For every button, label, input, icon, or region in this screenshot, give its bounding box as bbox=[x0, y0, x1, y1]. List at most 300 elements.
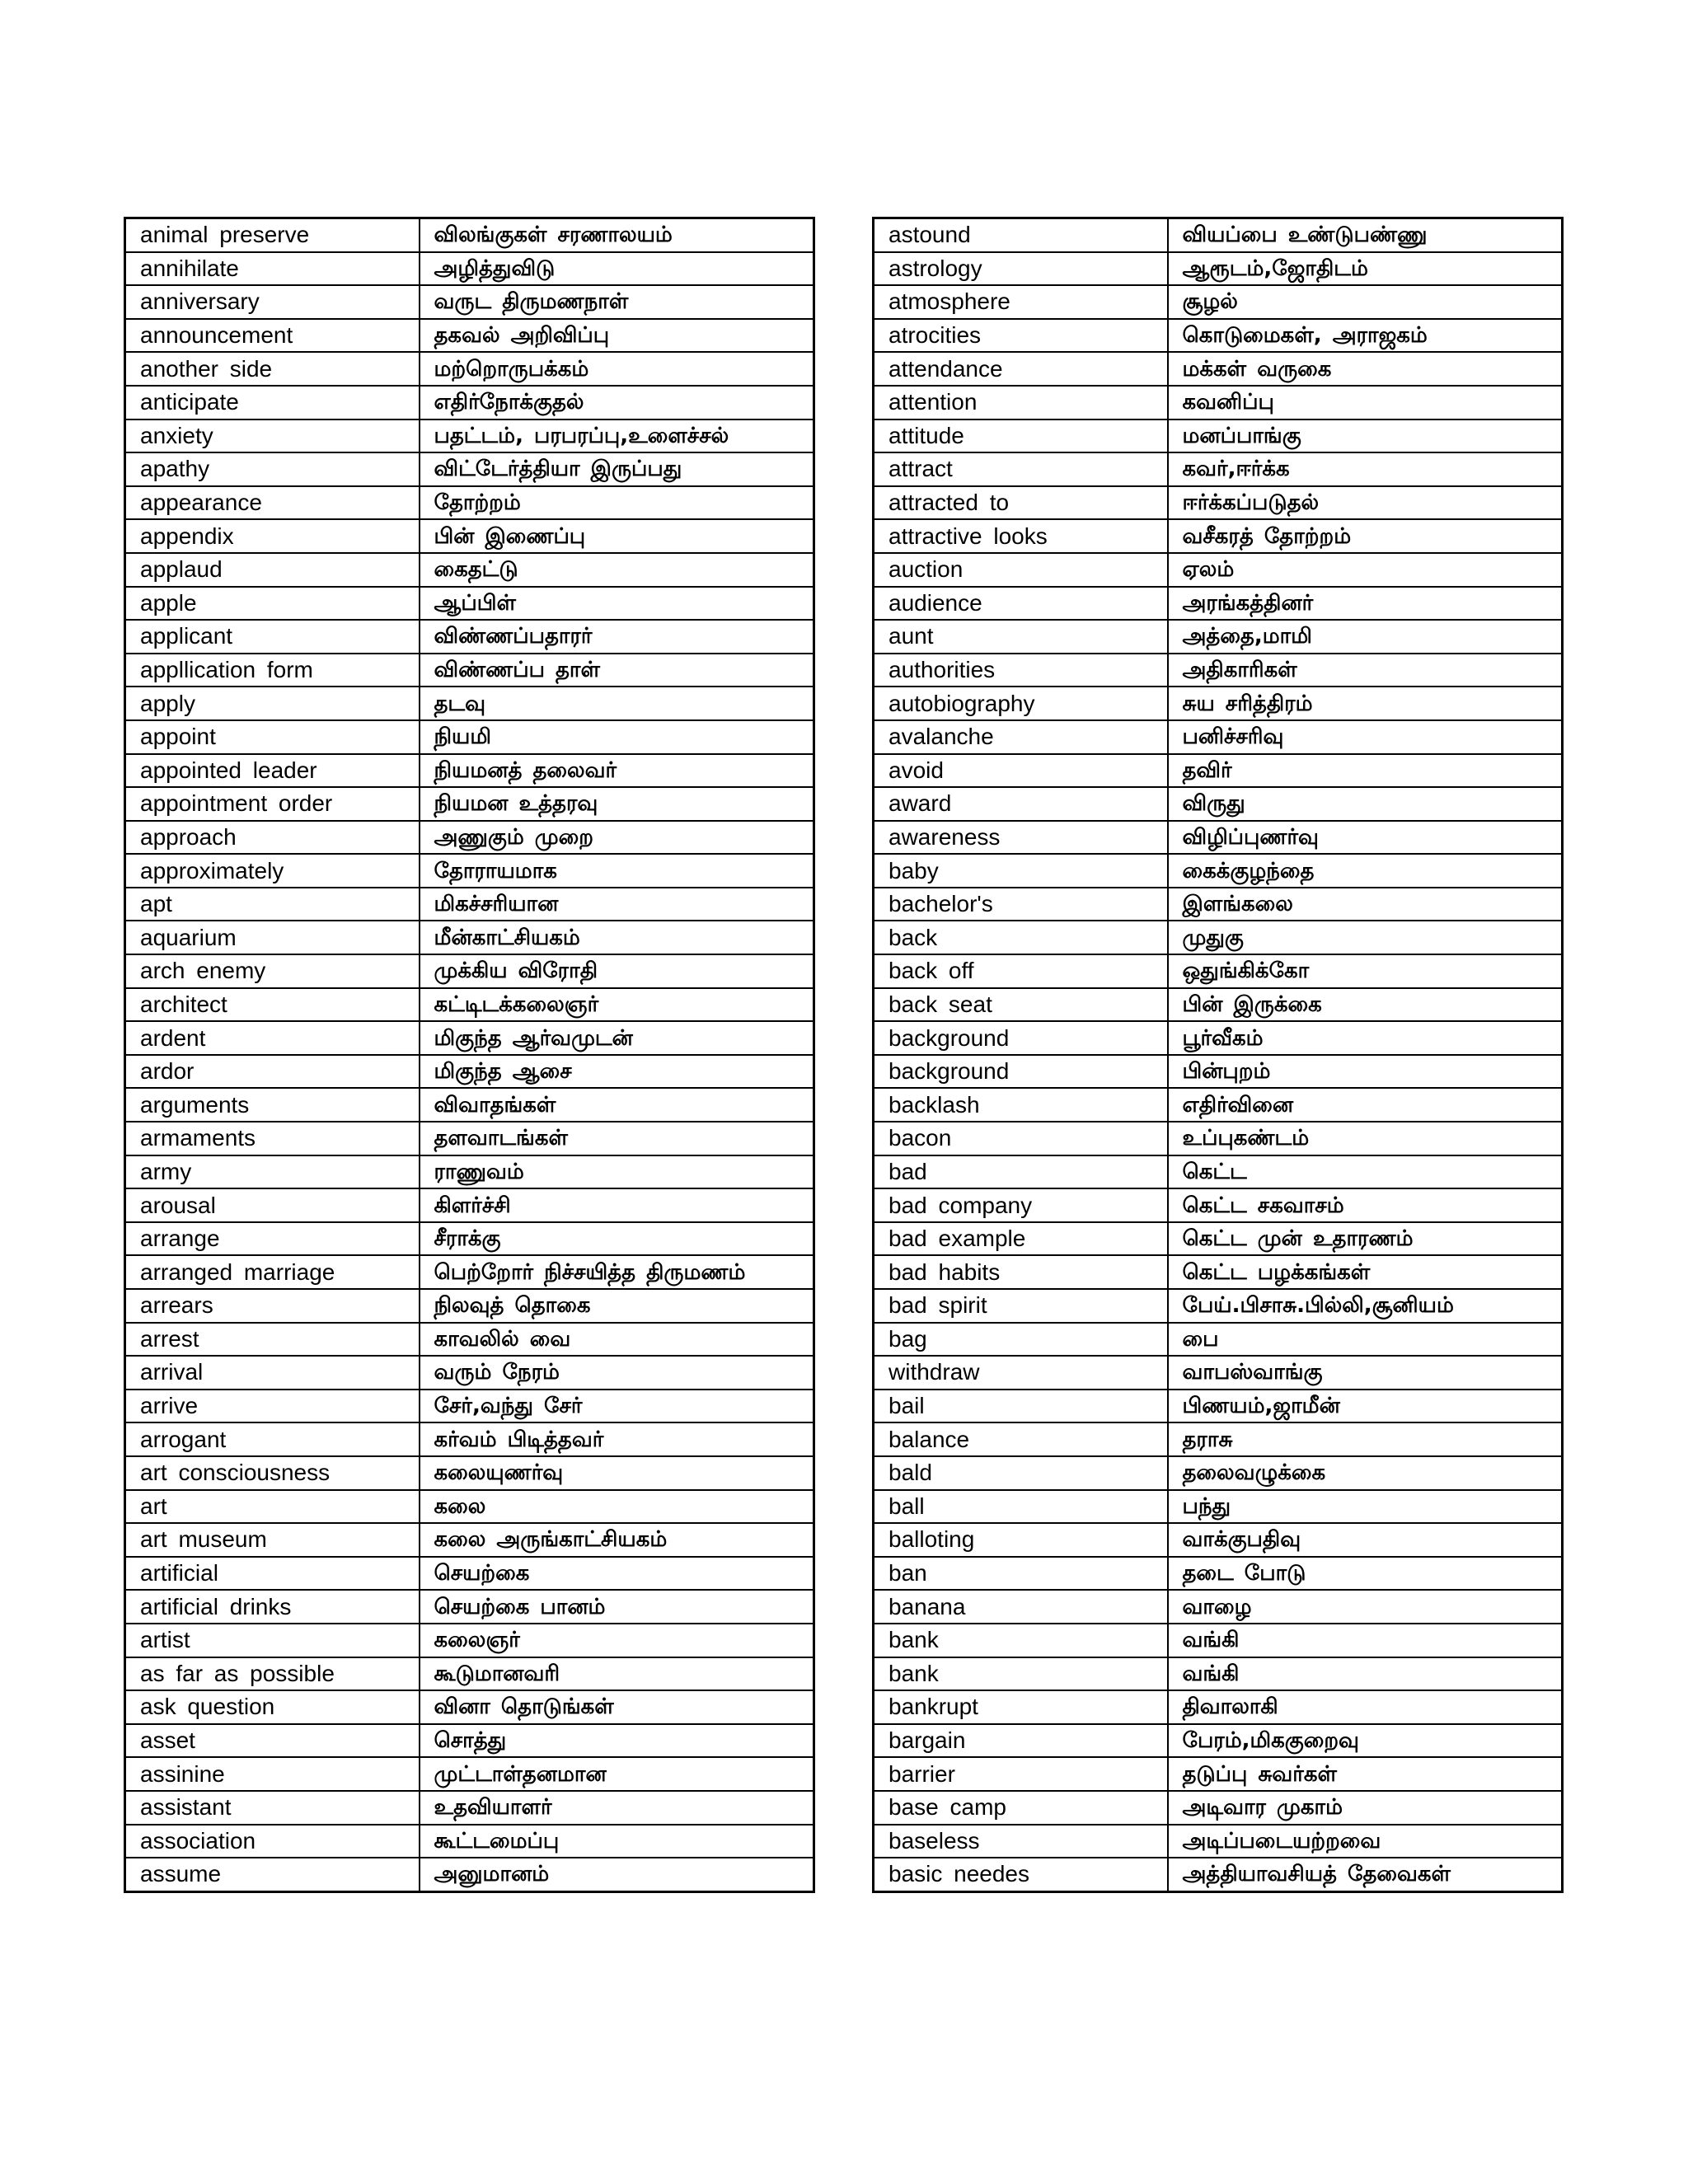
tamil-translation: பின் இணைப்பு bbox=[420, 519, 814, 553]
english-term: aunt bbox=[874, 620, 1168, 654]
table-row bbox=[874, 1122, 1563, 1155]
english-term: asset bbox=[125, 1724, 420, 1758]
table-row bbox=[125, 954, 814, 988]
table-row bbox=[125, 452, 814, 486]
english-term: auction bbox=[874, 553, 1168, 587]
tamil-translation: கட்டிடக்கலைஞர் bbox=[420, 988, 814, 1022]
table-row bbox=[125, 1390, 814, 1423]
table-row bbox=[125, 988, 814, 1022]
table-row bbox=[125, 352, 814, 386]
table-row bbox=[125, 1122, 814, 1155]
english-term: artificial bbox=[125, 1557, 420, 1591]
tamil-translation: அணுகும் முறை bbox=[420, 821, 814, 855]
tamil-translation: இளங்கலை bbox=[1168, 888, 1563, 921]
table-row bbox=[874, 1289, 1563, 1323]
tamil-translation: கைக்குழந்தை bbox=[1168, 854, 1563, 888]
table-row bbox=[125, 1356, 814, 1390]
english-term: arranged marriage bbox=[125, 1255, 420, 1289]
table-row bbox=[125, 921, 814, 954]
english-term: barrier bbox=[874, 1757, 1168, 1791]
english-term: avoid bbox=[874, 754, 1168, 788]
table-row bbox=[874, 519, 1563, 553]
table-row bbox=[125, 720, 814, 754]
tamil-translation: சீராக்கு bbox=[420, 1222, 814, 1256]
english-term: withdraw bbox=[874, 1356, 1168, 1390]
tamil-translation: பேய்.பிசாசு.பில்லி,சூனியம் bbox=[1168, 1289, 1563, 1323]
tamil-translation: வாக்குபதிவு bbox=[1168, 1523, 1563, 1557]
table-row bbox=[125, 1490, 814, 1524]
table-row bbox=[874, 988, 1563, 1022]
english-term: bad company bbox=[874, 1188, 1168, 1222]
english-term: applicant bbox=[125, 620, 420, 654]
tamil-translation: பதட்டம், பரபரப்பு,உளைச்சல் bbox=[420, 419, 814, 453]
tamil-translation: தடை போடு bbox=[1168, 1557, 1563, 1591]
tamil-translation: விலங்குகள் சரணாலயம் bbox=[420, 218, 814, 252]
tamil-translation: பனிச்சரிவு bbox=[1168, 720, 1563, 754]
tamil-translation: தலைவழுக்கை bbox=[1168, 1456, 1563, 1490]
english-term: avalanche bbox=[874, 720, 1168, 754]
english-term: art bbox=[125, 1490, 420, 1524]
table-row bbox=[874, 720, 1563, 754]
table-row bbox=[125, 687, 814, 720]
table-row bbox=[125, 1323, 814, 1357]
english-term: announcement bbox=[125, 319, 420, 353]
tamil-translation: மிகுந்த ஆர்வமுடன் bbox=[420, 1021, 814, 1055]
table-row bbox=[874, 1390, 1563, 1423]
english-term: anxiety bbox=[125, 419, 420, 453]
tamil-translation: தடவு bbox=[420, 687, 814, 720]
english-term: attract bbox=[874, 452, 1168, 486]
tamil-translation: கர்வம் பிடித்தவர் bbox=[420, 1422, 814, 1456]
table-row bbox=[874, 1724, 1563, 1758]
english-term: approximately bbox=[125, 854, 420, 888]
table-row bbox=[125, 419, 814, 453]
tamil-translation: அனுமானம் bbox=[420, 1858, 814, 1891]
english-term: armaments bbox=[125, 1122, 420, 1155]
table-row bbox=[125, 386, 814, 419]
table-row bbox=[874, 252, 1563, 286]
table-row bbox=[874, 888, 1563, 921]
tamil-translation: கலையுணர்வு bbox=[420, 1456, 814, 1490]
tamil-translation: செயற்கை பானம் bbox=[420, 1590, 814, 1624]
table-row bbox=[125, 1690, 814, 1724]
tamil-translation: கலை அருங்காட்சியகம் bbox=[420, 1523, 814, 1557]
english-term: attracted to bbox=[874, 486, 1168, 520]
table-row bbox=[125, 285, 814, 319]
tamil-translation: அத்தியாவசியத் தேவைகள் bbox=[1168, 1858, 1563, 1891]
english-term: ardor bbox=[125, 1055, 420, 1089]
tamil-translation: சூழல் bbox=[1168, 285, 1563, 319]
english-term: ban bbox=[874, 1557, 1168, 1591]
english-term: bail bbox=[874, 1390, 1168, 1423]
english-term: appointed leader bbox=[125, 754, 420, 788]
tamil-translation: விண்ணப்பதாரர் bbox=[420, 620, 814, 654]
english-term: association bbox=[125, 1825, 420, 1858]
table-row bbox=[125, 1657, 814, 1691]
english-term: awareness bbox=[874, 821, 1168, 855]
english-term: arousal bbox=[125, 1188, 420, 1222]
tamil-translation: மிகச்சரியான bbox=[420, 888, 814, 921]
english-term: arrears bbox=[125, 1289, 420, 1323]
english-term: ask question bbox=[125, 1690, 420, 1724]
tamil-translation: வங்கி bbox=[1168, 1624, 1563, 1657]
tamil-translation: உப்புகண்டம் bbox=[1168, 1122, 1563, 1155]
english-term: bacon bbox=[874, 1122, 1168, 1155]
english-term: apply bbox=[125, 687, 420, 720]
english-term: animal preserve bbox=[125, 218, 420, 252]
table-row bbox=[874, 1155, 1563, 1189]
table-row bbox=[125, 888, 814, 921]
table-row bbox=[874, 1523, 1563, 1557]
tamil-translation: தளவாடங்கள் bbox=[420, 1122, 814, 1155]
tamil-translation: அடிவார முகாம் bbox=[1168, 1791, 1563, 1825]
table-row bbox=[874, 1791, 1563, 1825]
table-row bbox=[874, 319, 1563, 353]
table-row bbox=[874, 1222, 1563, 1256]
english-term: attendance bbox=[874, 352, 1168, 386]
english-term: assinine bbox=[125, 1757, 420, 1791]
table-row bbox=[125, 1724, 814, 1758]
table-row bbox=[125, 1757, 814, 1791]
english-term: attractive looks bbox=[874, 519, 1168, 553]
tamil-translation: சேர்,வந்து சேர் bbox=[420, 1390, 814, 1423]
tamil-translation: மிகுந்த ஆசை bbox=[420, 1055, 814, 1089]
table-row bbox=[125, 821, 814, 855]
table-row bbox=[874, 787, 1563, 821]
table-row bbox=[125, 319, 814, 353]
table-row bbox=[125, 1021, 814, 1055]
english-term: authorities bbox=[874, 654, 1168, 687]
english-term: assume bbox=[125, 1858, 420, 1891]
english-term: background bbox=[874, 1055, 1168, 1089]
glossary-table-left bbox=[124, 217, 815, 1893]
english-term: appoint bbox=[125, 720, 420, 754]
english-term: background bbox=[874, 1021, 1168, 1055]
tamil-translation: அழித்துவிடு bbox=[420, 252, 814, 286]
tamil-translation: கலைஞர் bbox=[420, 1624, 814, 1657]
table-row bbox=[125, 1088, 814, 1122]
tamil-translation: ஆரூடம்,ஜோதிடம் bbox=[1168, 252, 1563, 286]
english-term: annihilate bbox=[125, 252, 420, 286]
table-row bbox=[125, 1422, 814, 1456]
english-term: ardent bbox=[125, 1021, 420, 1055]
tamil-translation: ஏலம் bbox=[1168, 553, 1563, 587]
table-row bbox=[874, 486, 1563, 520]
table-row bbox=[125, 218, 814, 252]
table-row bbox=[125, 1055, 814, 1089]
tamil-translation: கலை bbox=[420, 1490, 814, 1524]
tamil-translation: முட்டாள்தனமான bbox=[420, 1757, 814, 1791]
tamil-translation: மீன்காட்சியகம் bbox=[420, 921, 814, 954]
english-term: arrest bbox=[125, 1323, 420, 1357]
table-row bbox=[874, 1323, 1563, 1357]
tamil-translation: வருட திருமணநாள் bbox=[420, 285, 814, 319]
tamil-translation: வினா தொடுங்கள் bbox=[420, 1690, 814, 1724]
tamil-translation: கெட்ட bbox=[1168, 1155, 1563, 1189]
english-term: arrive bbox=[125, 1390, 420, 1423]
english-term: arch enemy bbox=[125, 954, 420, 988]
tamil-translation: முதுகு bbox=[1168, 921, 1563, 954]
tamil-translation: ராணுவம் bbox=[420, 1155, 814, 1189]
english-term: atmosphere bbox=[874, 285, 1168, 319]
english-term: arguments bbox=[125, 1088, 420, 1122]
tamil-translation: திவாலாகி bbox=[1168, 1690, 1563, 1724]
tamil-translation: உதவியாளர் bbox=[420, 1791, 814, 1825]
english-term: back seat bbox=[874, 988, 1168, 1022]
english-term: baseless bbox=[874, 1825, 1168, 1858]
tamil-translation: வியப்பை உண்டுபண்ணு bbox=[1168, 218, 1563, 252]
table-row bbox=[125, 1858, 814, 1891]
table-row bbox=[874, 1088, 1563, 1122]
tamil-translation: தகவல் அறிவிப்பு bbox=[420, 319, 814, 353]
tamil-translation: தோற்றம் bbox=[420, 486, 814, 520]
table-row bbox=[125, 1523, 814, 1557]
table-row bbox=[125, 1557, 814, 1591]
tamil-translation: வாழை bbox=[1168, 1590, 1563, 1624]
table-row bbox=[874, 386, 1563, 419]
english-term: bank bbox=[874, 1657, 1168, 1691]
english-term: bad habits bbox=[874, 1255, 1168, 1289]
tamil-translation: கவர்,ஈர்க்க bbox=[1168, 452, 1563, 486]
table-row bbox=[874, 821, 1563, 855]
english-term: bag bbox=[874, 1323, 1168, 1357]
tamil-translation: முக்கிய விரோதி bbox=[420, 954, 814, 988]
glossary-table-right bbox=[872, 217, 1564, 1893]
table-row bbox=[125, 1222, 814, 1256]
english-term: appendix bbox=[125, 519, 420, 553]
english-term: baby bbox=[874, 854, 1168, 888]
tamil-translation: பெற்றோர் நிச்சயித்த திருமணம் bbox=[420, 1255, 814, 1289]
tamil-translation: எதிர்நோக்குதல் bbox=[420, 386, 814, 419]
table-row bbox=[125, 587, 814, 621]
tamil-translation: பை bbox=[1168, 1323, 1563, 1357]
tamil-translation: பூர்வீகம் bbox=[1168, 1021, 1563, 1055]
tamil-translation: கைதட்டு bbox=[420, 553, 814, 587]
tamil-translation: காவலில் வை bbox=[420, 1323, 814, 1357]
table-row bbox=[874, 553, 1563, 587]
english-term: atrocities bbox=[874, 319, 1168, 353]
tamil-translation: கொடுமைகள், அராஜகம் bbox=[1168, 319, 1563, 353]
table-row bbox=[125, 1456, 814, 1490]
english-term: attention bbox=[874, 386, 1168, 419]
tamil-translation: நிலவுத் தொகை bbox=[420, 1289, 814, 1323]
tamil-translation: கவனிப்பு bbox=[1168, 386, 1563, 419]
table-row bbox=[125, 754, 814, 788]
tamil-translation: அதிகாரிகள் bbox=[1168, 654, 1563, 687]
tamil-translation: மனப்பாங்கு bbox=[1168, 419, 1563, 453]
english-term: arrogant bbox=[125, 1422, 420, 1456]
tamil-translation: விண்ணப்ப தாள் bbox=[420, 654, 814, 687]
english-term: back bbox=[874, 921, 1168, 954]
english-term: appearance bbox=[125, 486, 420, 520]
table-row bbox=[125, 787, 814, 821]
tamil-translation: மக்கள் வருகை bbox=[1168, 352, 1563, 386]
table-row bbox=[874, 1624, 1563, 1657]
table-row bbox=[874, 687, 1563, 720]
english-term: bargain bbox=[874, 1724, 1168, 1758]
tamil-translation: விழிப்புணர்வு bbox=[1168, 821, 1563, 855]
tamil-translation: வங்கி bbox=[1168, 1657, 1563, 1691]
english-term: anniversary bbox=[125, 285, 420, 319]
tamil-translation: கிளர்ச்சி bbox=[420, 1188, 814, 1222]
table-row bbox=[125, 252, 814, 286]
english-term: basic needes bbox=[874, 1858, 1168, 1891]
tamil-translation: அடிப்படையற்றவை bbox=[1168, 1825, 1563, 1858]
table-row bbox=[874, 452, 1563, 486]
table-row bbox=[874, 1456, 1563, 1490]
tamil-translation: கெட்ட முன் உதாரணம் bbox=[1168, 1222, 1563, 1256]
tamil-translation: பந்து bbox=[1168, 1490, 1563, 1524]
tamil-translation: பின்புறம் bbox=[1168, 1055, 1563, 1089]
tamil-translation: நியமன உத்தரவு bbox=[420, 787, 814, 821]
table-row bbox=[874, 654, 1563, 687]
tamil-translation: சொத்து bbox=[420, 1724, 814, 1758]
table-row bbox=[874, 587, 1563, 621]
table-row bbox=[874, 1422, 1563, 1456]
english-term: autobiography bbox=[874, 687, 1168, 720]
english-term: art museum bbox=[125, 1523, 420, 1557]
english-term: award bbox=[874, 787, 1168, 821]
table-row bbox=[874, 285, 1563, 319]
tamil-translation: அரங்கத்தினர் bbox=[1168, 587, 1563, 621]
tamil-translation: பிணயம்,ஜாமீன் bbox=[1168, 1390, 1563, 1423]
table-row bbox=[874, 1557, 1563, 1591]
table-row bbox=[125, 1791, 814, 1825]
tamil-translation: கூட்டமைப்பு bbox=[420, 1825, 814, 1858]
tamil-translation: பின் இருக்கை bbox=[1168, 988, 1563, 1022]
english-term: architect bbox=[125, 988, 420, 1022]
tamil-translation: செயற்கை bbox=[420, 1557, 814, 1591]
table-row bbox=[874, 1188, 1563, 1222]
english-term: army bbox=[125, 1155, 420, 1189]
table-row bbox=[874, 921, 1563, 954]
english-term: ball bbox=[874, 1490, 1168, 1524]
english-term: backlash bbox=[874, 1088, 1168, 1122]
tamil-translation: வரும் நேரம் bbox=[420, 1356, 814, 1390]
english-term: bad bbox=[874, 1155, 1168, 1189]
tamil-translation: தடுப்பு சுவர்கள் bbox=[1168, 1757, 1563, 1791]
table-row bbox=[874, 1690, 1563, 1724]
table-row bbox=[125, 654, 814, 687]
table-row bbox=[874, 854, 1563, 888]
table-row bbox=[125, 1188, 814, 1222]
tamil-translation: சுய சரித்திரம் bbox=[1168, 687, 1563, 720]
english-term: artificial drinks bbox=[125, 1590, 420, 1624]
english-term: apathy bbox=[125, 452, 420, 486]
table-row bbox=[874, 1255, 1563, 1289]
english-term: applaud bbox=[125, 553, 420, 587]
table-row bbox=[874, 1055, 1563, 1089]
table-row bbox=[874, 1657, 1563, 1691]
english-term: anticipate bbox=[125, 386, 420, 419]
english-term: approach bbox=[125, 821, 420, 855]
english-term: art consciousness bbox=[125, 1456, 420, 1490]
tamil-translation: விட்டேர்த்தியா இருப்பது bbox=[420, 452, 814, 486]
english-term: artist bbox=[125, 1624, 420, 1657]
table-row bbox=[125, 1255, 814, 1289]
english-term: apple bbox=[125, 587, 420, 621]
table-row bbox=[874, 1356, 1563, 1390]
table-row bbox=[874, 1825, 1563, 1858]
tamil-translation: விருது bbox=[1168, 787, 1563, 821]
table-row bbox=[125, 1155, 814, 1189]
tamil-translation: கெட்ட பழக்கங்கள் bbox=[1168, 1255, 1563, 1289]
tamil-translation: ஆப்பிள் bbox=[420, 587, 814, 621]
english-term: arrival bbox=[125, 1356, 420, 1390]
table-row bbox=[125, 620, 814, 654]
english-term: audience bbox=[874, 587, 1168, 621]
table-row bbox=[874, 954, 1563, 988]
tamil-translation: அத்தை,மாமி bbox=[1168, 620, 1563, 654]
tamil-translation: தோராயமாக bbox=[420, 854, 814, 888]
tamil-translation: மற்றொருபக்கம் bbox=[420, 352, 814, 386]
tamil-translation: நியமி bbox=[420, 720, 814, 754]
tamil-translation: ஒதுங்கிக்கோ bbox=[1168, 954, 1563, 988]
english-term: bankrupt bbox=[874, 1690, 1168, 1724]
english-term: balance bbox=[874, 1422, 1168, 1456]
tamil-translation: வாபஸ்வாங்கு bbox=[1168, 1356, 1563, 1390]
tamil-translation: பேரம்,மிககுறைவு bbox=[1168, 1724, 1563, 1758]
table-row bbox=[874, 1490, 1563, 1524]
english-term: bad spirit bbox=[874, 1289, 1168, 1323]
tamil-translation: தராசு bbox=[1168, 1422, 1563, 1456]
glossary-table-left-body bbox=[125, 218, 814, 1892]
table-row bbox=[125, 486, 814, 520]
english-term: arrange bbox=[125, 1222, 420, 1256]
table-row bbox=[874, 1590, 1563, 1624]
tamil-translation: விவாதங்கள் bbox=[420, 1088, 814, 1122]
table-row bbox=[874, 1021, 1563, 1055]
english-term: appllication form bbox=[125, 654, 420, 687]
english-term: back off bbox=[874, 954, 1168, 988]
table-row bbox=[125, 854, 814, 888]
table-row bbox=[874, 1858, 1563, 1891]
tamil-translation: ஈர்க்கப்படுதல் bbox=[1168, 486, 1563, 520]
english-term: banana bbox=[874, 1590, 1168, 1624]
english-term: bachelor's bbox=[874, 888, 1168, 921]
table-row bbox=[874, 352, 1563, 386]
english-term: another side bbox=[125, 352, 420, 386]
english-term: apt bbox=[125, 888, 420, 921]
english-term: bank bbox=[874, 1624, 1168, 1657]
english-term: attitude bbox=[874, 419, 1168, 453]
tamil-translation: எதிர்வினை bbox=[1168, 1088, 1563, 1122]
table-row bbox=[125, 1624, 814, 1657]
glossary-table-right-body bbox=[874, 218, 1563, 1892]
english-term: as far as possible bbox=[125, 1657, 420, 1691]
table-row bbox=[874, 419, 1563, 453]
english-term: astrology bbox=[874, 252, 1168, 286]
tamil-translation: நியமனத் தலைவர் bbox=[420, 754, 814, 788]
english-term: assistant bbox=[125, 1791, 420, 1825]
tamil-translation: தவிர் bbox=[1168, 754, 1563, 788]
tamil-translation: கெட்ட சகவாசம் bbox=[1168, 1188, 1563, 1222]
table-row bbox=[125, 1825, 814, 1858]
table-row bbox=[874, 1757, 1563, 1791]
english-term: balloting bbox=[874, 1523, 1168, 1557]
english-term: aquarium bbox=[125, 921, 420, 954]
table-row bbox=[874, 754, 1563, 788]
english-term: bad example bbox=[874, 1222, 1168, 1256]
table-row bbox=[874, 620, 1563, 654]
table-row bbox=[125, 553, 814, 587]
english-term: appointment order bbox=[125, 787, 420, 821]
tamil-translation: வசீகரத் தோற்றம் bbox=[1168, 519, 1563, 553]
table-row bbox=[125, 519, 814, 553]
english-term: bald bbox=[874, 1456, 1168, 1490]
tamil-translation: கூடுமானவரி bbox=[420, 1657, 814, 1691]
english-term: base camp bbox=[874, 1791, 1168, 1825]
